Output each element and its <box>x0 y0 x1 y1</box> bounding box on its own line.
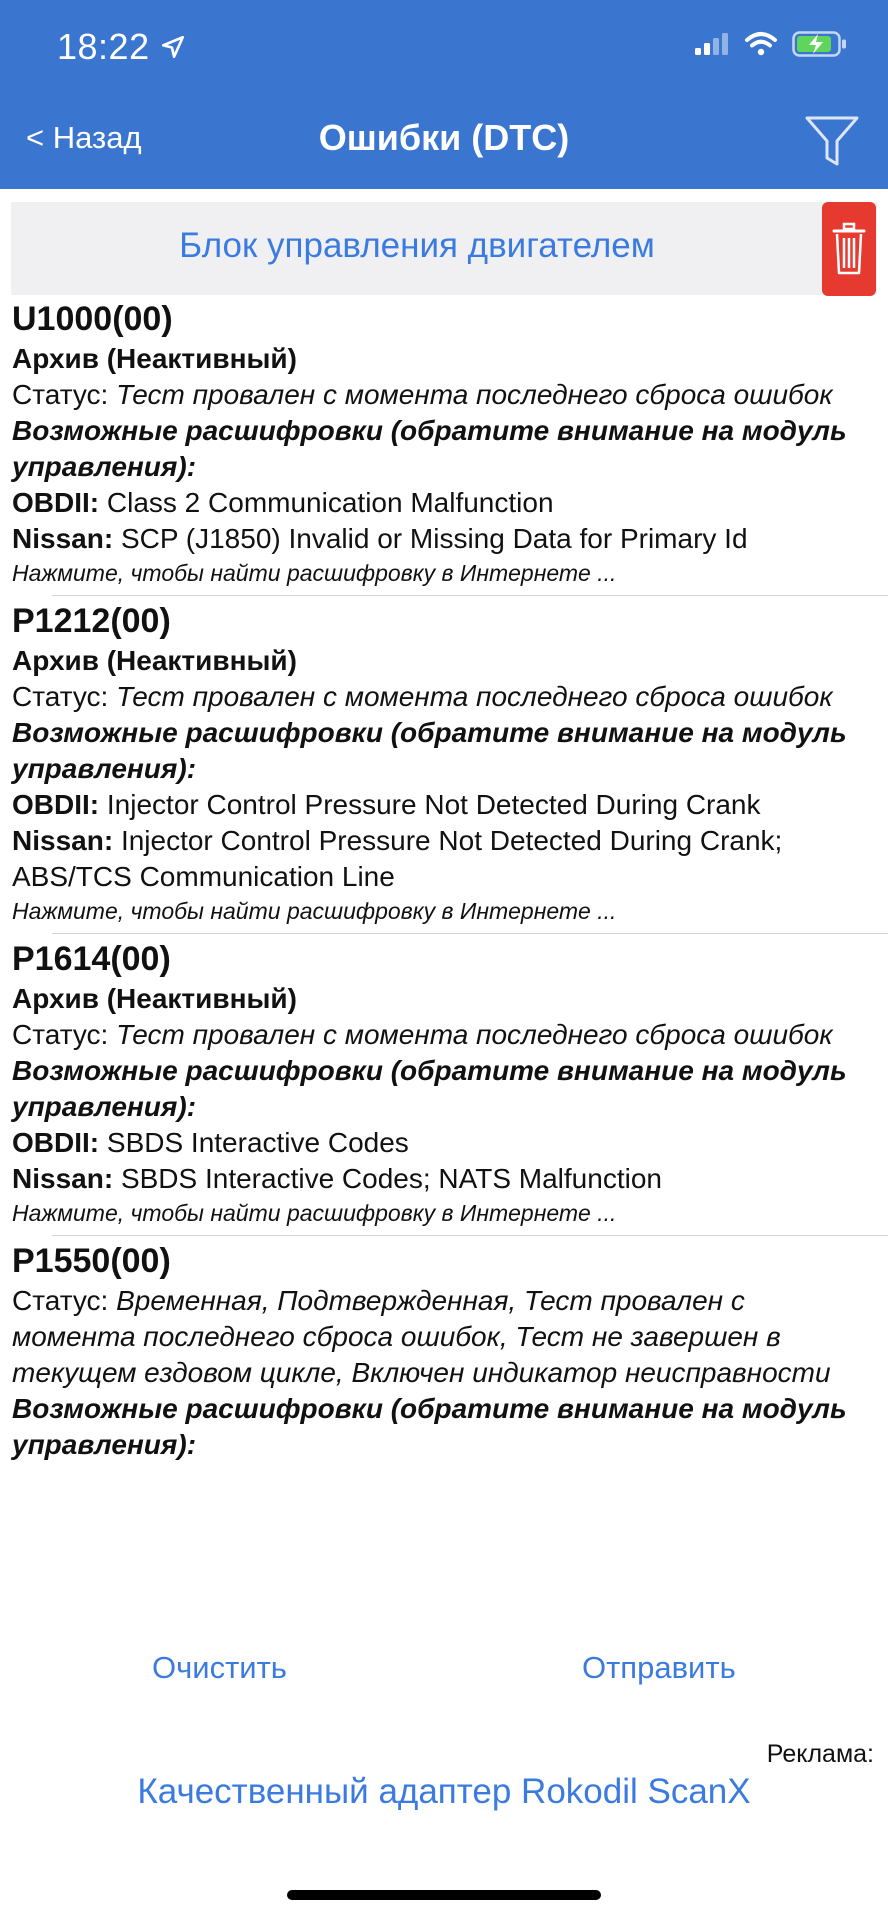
filter-icon <box>804 114 860 168</box>
ad-label: Реклама: <box>766 1740 874 1768</box>
status-label: Статус: <box>12 379 109 410</box>
dtc-status <box>12 377 876 413</box>
nissan-label: Nissan: <box>12 1163 114 1194</box>
obd-label: OBDII: <box>12 789 100 820</box>
back-button[interactable]: < Назад <box>26 120 142 155</box>
dtc-status <box>12 1017 876 1053</box>
nissan-label: Nissan: <box>12 825 114 856</box>
dtc-status <box>12 1283 876 1391</box>
nissan-decoding <box>12 823 876 895</box>
delete-button[interactable] <box>822 202 876 296</box>
search-online-link[interactable]: Нажмите, чтобы найти расшифровку в Интернете ... <box>12 560 617 586</box>
dtc-code: P1212(00) <box>12 602 171 640</box>
home-indicator[interactable] <box>287 1890 601 1900</box>
dtc-code: U1000(00) <box>12 300 173 338</box>
nissan-text: SCP (J1850) Invalid or Missing Data for Primary Id <box>120 523 748 554</box>
dtc-status <box>12 679 876 715</box>
filter-button[interactable] <box>804 114 860 168</box>
status-label: Статус: <box>12 1019 109 1050</box>
dtc-archive: Архив (Неактивный) <box>12 983 297 1014</box>
obd-text: Class 2 Communication Malfunction <box>106 487 554 518</box>
divider <box>52 933 888 934</box>
navigation-bar <box>0 0 888 189</box>
nissan-decoding <box>12 521 876 557</box>
obd-label: OBDII: <box>12 487 100 518</box>
status-text: Тест провален с момента последнего сброса ошибок <box>116 379 833 410</box>
ad-link-text[interactable]: Качественный адаптер Rokodil ScanX <box>137 1772 751 1811</box>
nissan-text: SBDS Interactive Codes; NATS Malfunction <box>120 1163 662 1194</box>
divider <box>52 1235 888 1236</box>
dtc-item[interactable] <box>0 1240 888 1463</box>
module-header <box>11 202 877 295</box>
battery-charging-icon <box>792 30 848 58</box>
decodings-header: Возможные расшифровки (обратите внимание на модуль управления): <box>12 717 847 784</box>
status-text: Тест провален с момента последнего сброса ошибок <box>116 1019 833 1050</box>
obd-text: SBDS Interactive Codes <box>106 1127 409 1158</box>
status-bar-indicators <box>694 30 848 58</box>
decodings-header: Возможные расшифровки (обратите внимание на модуль управления): <box>12 415 847 482</box>
nissan-text: Injector Control Pressure Not Detected During Crank; ABS/TCS Communication Line <box>12 825 783 892</box>
dtc-item[interactable] <box>0 298 888 589</box>
cellular-signal-icon <box>694 32 730 56</box>
obd-text: Injector Control Pressure Not Detected During Crank <box>106 789 761 820</box>
dtc-list[interactable] <box>0 296 888 1596</box>
divider <box>52 595 888 596</box>
dtc-archive: Архив (Неактивный) <box>12 343 297 374</box>
search-online-link[interactable]: Нажмите, чтобы найти расшифровку в Интернете ... <box>12 1200 617 1226</box>
location-arrow-icon <box>160 34 186 60</box>
dtc-code: P1614(00) <box>12 940 171 978</box>
obd-decoding <box>12 787 876 823</box>
decodings-header: Возможные расшифровки (обратите внимание на модуль управления): <box>12 1055 847 1122</box>
module-title: Блок управления двигателем <box>179 226 655 265</box>
dtc-item[interactable] <box>0 600 888 927</box>
nissan-label: Nissan: <box>12 523 114 554</box>
status-text: Временная, Подтвержденная, Тест провален с момента последнего сброса ошибок, Тест не завершен в текущем ездовом цикле, Включен индикатор неисправности <box>12 1285 831 1388</box>
search-online-link[interactable]: Нажмите, чтобы найти расшифровку в Интернете ... <box>12 898 617 924</box>
status-label: Статус: <box>12 681 109 712</box>
dtc-item[interactable] <box>0 938 888 1229</box>
status-label: Статус: <box>12 1285 109 1316</box>
decodings-header: Возможные расшифровки (обратите внимание на модуль управления): <box>12 1393 847 1460</box>
obd-decoding <box>12 1125 876 1161</box>
status-time-text: 18:22 <box>57 26 150 67</box>
status-bar-time <box>57 26 186 68</box>
obd-label: OBDII: <box>12 1127 100 1158</box>
wifi-icon <box>744 31 778 57</box>
dtc-archive: Архив (Неактивный) <box>12 645 297 676</box>
nissan-decoding <box>12 1161 876 1197</box>
send-button[interactable]: Отправить <box>582 1650 736 1685</box>
status-text: Тест провален с момента последнего сброса ошибок <box>116 681 833 712</box>
dtc-code: P1550(00) <box>12 1242 171 1280</box>
trash-icon <box>832 221 866 277</box>
clear-button[interactable]: Очистить <box>152 1650 287 1685</box>
obd-decoding <box>12 485 876 521</box>
page-title-text: Ошибки (DTC) <box>318 117 570 158</box>
ad-link <box>0 1772 888 1812</box>
